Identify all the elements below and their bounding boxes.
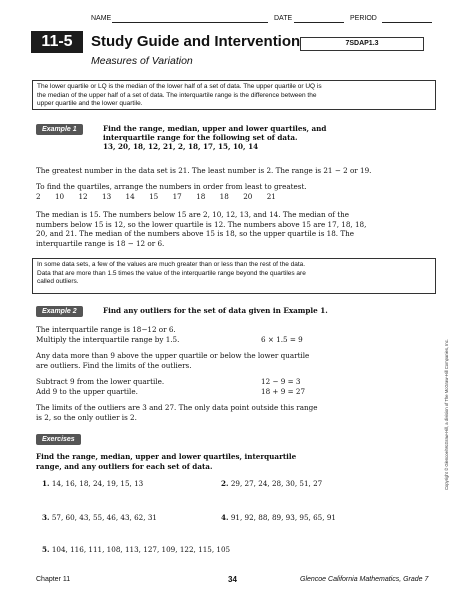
note-line: Data that are more than 1.5 times the value of the interquartile range beyond the quartiles are xyxy=(37,269,306,277)
exercise-number: 5. xyxy=(42,545,50,554)
example2-prompt: Find any outliers for the set of data given in Example 1. xyxy=(103,306,328,315)
date-label: DATE xyxy=(274,15,293,22)
footer-chapter: Chapter 11 xyxy=(36,576,71,583)
exercise-number: 2. xyxy=(221,479,229,488)
sorted-value: 2 xyxy=(36,192,41,201)
standard-code: 7SDAP1.3 xyxy=(300,37,424,51)
example2-text: Add 9 to the upper quartile. xyxy=(36,386,138,396)
period-label: PERIOD xyxy=(350,15,377,22)
period-line[interactable] xyxy=(382,22,432,23)
example1-text: numbers below 15 is 12, so the lower quartile is 12. The numbers above 15 are 17, 18, 18, xyxy=(36,219,367,229)
copyright-notice: Copyright © Glencoe/McGraw-Hill, a division of The McGraw-Hill Companies, Inc. xyxy=(444,338,449,490)
name-line[interactable] xyxy=(112,22,268,23)
example1-text: The median is 15. The numbers below 15 are 2, 10, 12, 13, and 14. The median of the xyxy=(36,210,349,219)
example2-badge: Example 2 xyxy=(36,306,83,317)
exercise-data: 57, 60, 43, 55, 46, 43, 62, 31 xyxy=(51,513,157,522)
page-title: Study Guide and Intervention xyxy=(91,33,301,50)
page-subtitle: Measures of Variation xyxy=(91,55,193,67)
exercise-number: 1. xyxy=(42,479,50,488)
sorted-value: 18 xyxy=(196,192,206,201)
note-line: called outliers. xyxy=(37,278,79,285)
example2-calc: 6 × 1.5 = 9 xyxy=(261,334,303,344)
exercise-item xyxy=(221,479,322,489)
lesson-number: 11-5 xyxy=(31,31,83,53)
exercise-item xyxy=(42,513,157,523)
example2-text: Subtract 9 from the lower quartile. xyxy=(36,377,165,386)
example2-text: The interquartile range is 18−12 or 6. xyxy=(36,325,176,334)
sorted-value: 17 xyxy=(172,192,182,201)
sorted-value: 18 xyxy=(219,192,229,201)
sorted-value: 21 xyxy=(266,192,276,201)
sorted-value: 15 xyxy=(149,192,159,201)
exercise-number: 4. xyxy=(221,513,229,522)
note-line: In some data sets, a few of the values are much greater than or less than the rest of the data. xyxy=(37,261,306,268)
example2-text: The limits of the outliers are 3 and 27. The only data point outside this range xyxy=(36,403,318,412)
sorted-value: 14 xyxy=(125,192,135,201)
outlier-note-box xyxy=(32,258,436,294)
sorted-data xyxy=(36,192,276,201)
sorted-value: 20 xyxy=(243,192,253,201)
example2-calc: 12 − 9 = 3 xyxy=(261,377,301,386)
exercise-data: 29, 27, 24, 28, 30, 51, 27 xyxy=(230,479,323,488)
example1-text: interquartile range is 18 − 12 or 6. xyxy=(36,238,165,248)
page-number: 34 xyxy=(228,575,237,584)
example2-text: are outliers. Find the limits of the outliers. xyxy=(36,360,192,370)
example2-text: is 2, so the only outlier is 2. xyxy=(36,412,137,422)
example1-badge: Example 1 xyxy=(36,124,83,135)
exercise-item xyxy=(221,513,336,523)
sorted-value: 13 xyxy=(102,192,112,201)
definition-line: The lower quartile or LQ is the median of the lower half of a set of data. The upper quartile or UQ is xyxy=(37,83,322,90)
example1-prompt: Find the range, median, upper and lower quartiles, and xyxy=(103,124,327,133)
sorted-value: 10 xyxy=(54,192,65,201)
definition-line: the median of the upper half of a set of data. The interquartile range is the difference between the xyxy=(37,91,317,99)
exercise-data: 14, 16, 18, 24, 19, 15, 13 xyxy=(51,479,144,488)
example2-calc: 18 + 9 = 27 xyxy=(261,386,306,396)
example2-text: Multiply the interquartile range by 1.5. xyxy=(36,334,180,344)
exercise-data: 91, 92, 88, 89, 93, 95, 65, 91 xyxy=(230,513,336,522)
exercise-number: 3. xyxy=(42,513,50,522)
footer-book: Glencoe California Mathematics, Grade 7 xyxy=(300,576,429,583)
sorted-value: 12 xyxy=(78,192,88,201)
exercise-item xyxy=(42,545,230,555)
example1-text: 20, and 21. The median of the numbers above 15 is 18, so the upper quartile is 18. The xyxy=(36,229,355,238)
example1-text: The greatest number in the data set is 21. The least number is 2. The range is 21 − 2 or 19. xyxy=(36,166,372,175)
definition-line: upper quartile and the lower quartile. xyxy=(37,100,143,107)
example1-text: To find the quartiles, arrange the numbers in order from least to greatest. xyxy=(36,182,307,191)
name-label: NAME xyxy=(91,15,112,22)
example1-prompt: interquartile range for the following set of data. xyxy=(103,133,298,142)
example2-text: Any data more than 9 above the upper quartile or below the lower quartile xyxy=(36,351,310,360)
exercises-prompt: Find the range, median, upper and lower quartiles, interquartile xyxy=(36,452,297,461)
definition-box xyxy=(32,80,436,110)
exercises-prompt: range, and any outliers for each set of data. xyxy=(36,461,213,471)
example1-data: 13, 20, 18, 12, 21, 2, 18, 17, 15, 10, 14 xyxy=(103,142,259,151)
date-line[interactable] xyxy=(294,22,344,23)
exercises-badge: Exercises xyxy=(36,434,81,445)
exercise-data: 104, 116, 111, 108, 113, 127, 109, 122, 115, 105 xyxy=(51,545,231,554)
exercise-item xyxy=(42,479,143,489)
